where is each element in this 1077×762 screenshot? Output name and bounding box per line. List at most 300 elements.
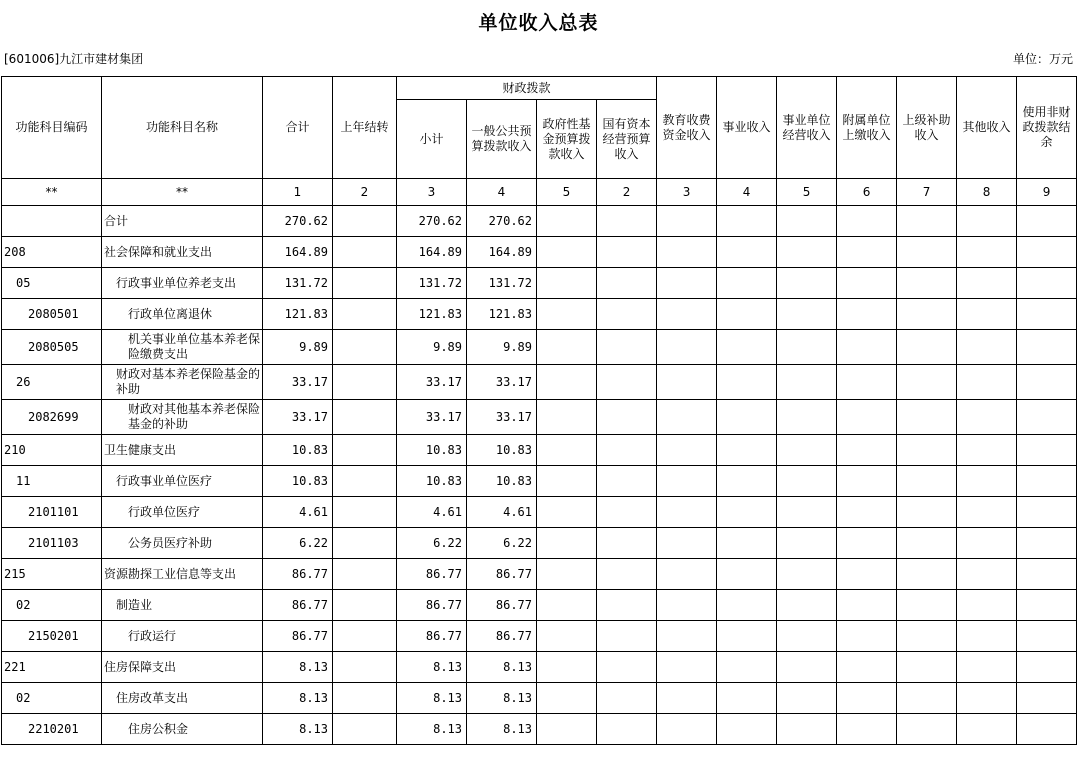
empty-cell xyxy=(1017,206,1077,237)
row-fiscal-subtotal: 33.17 xyxy=(397,365,467,400)
table-row xyxy=(2,528,1077,559)
empty-cell xyxy=(717,621,777,652)
empty-cell xyxy=(597,559,657,590)
empty-cell xyxy=(537,714,597,745)
empty-cell xyxy=(777,299,837,330)
empty-cell xyxy=(537,621,597,652)
empty-cell xyxy=(717,400,777,435)
empty-cell xyxy=(597,299,657,330)
row-total: 164.89 xyxy=(263,237,333,268)
row-fiscal-subtotal: 8.13 xyxy=(397,652,467,683)
row-total: 86.77 xyxy=(263,559,333,590)
empty-cell xyxy=(717,714,777,745)
empty-cell xyxy=(657,365,717,400)
row-total: 86.77 xyxy=(263,621,333,652)
empty-cell xyxy=(597,435,657,466)
header-code: 功能科目编码 xyxy=(2,77,102,179)
column-index-cell: 2 xyxy=(333,179,397,206)
column-index-cell: 3 xyxy=(657,179,717,206)
row-fiscal-subtotal: 86.77 xyxy=(397,621,467,652)
row-code: 208 xyxy=(2,237,102,268)
table-row xyxy=(2,683,1077,714)
row-code: 215 xyxy=(2,559,102,590)
empty-cell xyxy=(837,237,897,268)
row-total: 8.13 xyxy=(263,652,333,683)
row-total: 6.22 xyxy=(263,528,333,559)
empty-cell xyxy=(537,435,597,466)
empty-cell xyxy=(837,652,897,683)
empty-cell xyxy=(777,559,837,590)
row-general-budget: 8.13 xyxy=(467,652,537,683)
empty-cell xyxy=(777,497,837,528)
empty-cell xyxy=(957,466,1017,497)
row-carryover xyxy=(333,466,397,497)
empty-cell xyxy=(837,528,897,559)
row-carryover xyxy=(333,365,397,400)
header-fiscal-group: 财政拨款 xyxy=(397,77,657,100)
empty-cell xyxy=(1017,466,1077,497)
column-index-cell: 1 xyxy=(263,179,333,206)
column-index-cell: 5 xyxy=(537,179,597,206)
row-fiscal-subtotal: 270.62 xyxy=(397,206,467,237)
table-row xyxy=(2,466,1077,497)
empty-cell xyxy=(1017,400,1077,435)
row-code: 221 xyxy=(2,652,102,683)
row-code: 2082699 xyxy=(2,400,102,435)
row-fiscal-subtotal: 6.22 xyxy=(397,528,467,559)
unit-label: 单位：万元 xyxy=(1012,52,1073,66)
row-fiscal-subtotal: 86.77 xyxy=(397,590,467,621)
row-general-budget: 131.72 xyxy=(467,268,537,299)
row-total: 131.72 xyxy=(263,268,333,299)
empty-cell xyxy=(897,435,957,466)
header-non-fiscal-balance: 使用非财政拨款结余 xyxy=(1017,77,1077,179)
empty-cell xyxy=(657,299,717,330)
column-index-row xyxy=(2,179,1077,206)
empty-cell xyxy=(657,330,717,365)
row-name: 公务员医疗补助 xyxy=(102,528,263,559)
empty-cell xyxy=(717,206,777,237)
header-subsidiary: 附属单位上缴收入 xyxy=(837,77,897,179)
empty-cell xyxy=(657,652,717,683)
row-name: 行政事业单位医疗 xyxy=(102,466,263,497)
row-code: 2101101 xyxy=(2,497,102,528)
row-fiscal-subtotal: 4.61 xyxy=(397,497,467,528)
header-business-operating: 事业单位经营收入 xyxy=(777,77,837,179)
empty-cell xyxy=(717,466,777,497)
table-row xyxy=(2,652,1077,683)
empty-cell xyxy=(657,268,717,299)
row-code: 2210201 xyxy=(2,714,102,745)
row-total: 86.77 xyxy=(263,590,333,621)
empty-cell xyxy=(657,466,717,497)
column-index-cell: 4 xyxy=(717,179,777,206)
row-name: 卫生健康支出 xyxy=(102,435,263,466)
empty-cell xyxy=(597,466,657,497)
empty-cell xyxy=(837,559,897,590)
table-row xyxy=(2,621,1077,652)
empty-cell xyxy=(777,330,837,365)
empty-cell xyxy=(837,268,897,299)
empty-cell xyxy=(777,466,837,497)
empty-cell xyxy=(717,528,777,559)
empty-cell xyxy=(837,683,897,714)
row-general-budget: 164.89 xyxy=(467,237,537,268)
column-index-cell: 7 xyxy=(897,179,957,206)
row-carryover xyxy=(333,497,397,528)
header-state-capital: 国有资本经营预算收入 xyxy=(597,100,657,179)
empty-cell xyxy=(957,714,1017,745)
empty-cell xyxy=(957,268,1017,299)
empty-cell xyxy=(837,497,897,528)
empty-cell xyxy=(537,528,597,559)
header-education-fee: 教育收费资金收入 xyxy=(657,77,717,179)
row-name: 住房保障支出 xyxy=(102,652,263,683)
row-general-budget: 10.83 xyxy=(467,466,537,497)
empty-cell xyxy=(777,621,837,652)
empty-cell xyxy=(537,268,597,299)
empty-cell xyxy=(957,330,1017,365)
empty-cell xyxy=(957,590,1017,621)
row-fiscal-subtotal: 33.17 xyxy=(397,400,467,435)
row-general-budget: 6.22 xyxy=(467,528,537,559)
empty-cell xyxy=(777,237,837,268)
row-carryover xyxy=(333,714,397,745)
header-carryover: 上年结转 xyxy=(333,77,397,179)
row-code xyxy=(2,206,102,237)
empty-cell xyxy=(897,590,957,621)
row-total: 33.17 xyxy=(263,365,333,400)
empty-cell xyxy=(897,268,957,299)
row-total: 33.17 xyxy=(263,400,333,435)
row-name: 制造业 xyxy=(102,590,263,621)
row-carryover xyxy=(333,299,397,330)
empty-cell xyxy=(957,206,1017,237)
empty-cell xyxy=(1017,435,1077,466)
empty-cell xyxy=(897,714,957,745)
empty-cell xyxy=(1017,652,1077,683)
header-name: 功能科目名称 xyxy=(102,77,263,179)
row-general-budget: 121.83 xyxy=(467,299,537,330)
empty-cell xyxy=(537,590,597,621)
empty-cell xyxy=(597,528,657,559)
empty-cell xyxy=(597,497,657,528)
row-total: 121.83 xyxy=(263,299,333,330)
header-other-income: 其他收入 xyxy=(957,77,1017,179)
table-row xyxy=(2,330,1077,365)
row-carryover xyxy=(333,528,397,559)
row-carryover xyxy=(333,268,397,299)
row-carryover xyxy=(333,400,397,435)
empty-cell xyxy=(897,365,957,400)
row-code: 02 xyxy=(2,590,102,621)
row-fiscal-subtotal: 164.89 xyxy=(397,237,467,268)
header-business-income: 事业收入 xyxy=(717,77,777,179)
row-code: 2150201 xyxy=(2,621,102,652)
empty-cell xyxy=(837,299,897,330)
empty-cell xyxy=(657,237,717,268)
table-row xyxy=(2,497,1077,528)
empty-cell xyxy=(957,652,1017,683)
empty-cell xyxy=(717,652,777,683)
empty-cell xyxy=(777,400,837,435)
empty-cell xyxy=(957,365,1017,400)
row-fiscal-subtotal: 10.83 xyxy=(397,435,467,466)
empty-cell xyxy=(597,621,657,652)
row-fiscal-subtotal: 10.83 xyxy=(397,466,467,497)
row-total: 9.89 xyxy=(263,330,333,365)
empty-cell xyxy=(717,435,777,466)
empty-cell xyxy=(837,400,897,435)
empty-cell xyxy=(957,683,1017,714)
row-total: 10.83 xyxy=(263,466,333,497)
header-general-budget: 一般公共预算拨款收入 xyxy=(467,100,537,179)
column-index-cell: 3 xyxy=(397,179,467,206)
empty-cell xyxy=(597,400,657,435)
empty-cell xyxy=(1017,237,1077,268)
empty-cell xyxy=(717,237,777,268)
column-index-cell: ** xyxy=(2,179,102,206)
empty-cell xyxy=(717,330,777,365)
row-name: 机关事业单位基本养老保险缴费支出 xyxy=(102,330,263,365)
row-general-budget: 86.77 xyxy=(467,621,537,652)
row-general-budget: 86.77 xyxy=(467,559,537,590)
empty-cell xyxy=(957,400,1017,435)
row-code: 11 xyxy=(2,466,102,497)
table-row xyxy=(2,400,1077,435)
row-general-budget: 10.83 xyxy=(467,435,537,466)
row-carryover xyxy=(333,652,397,683)
empty-cell xyxy=(537,466,597,497)
header-superior-subsidy: 上级补助收入 xyxy=(897,77,957,179)
empty-cell xyxy=(657,528,717,559)
header-total: 合计 xyxy=(263,77,333,179)
row-carryover xyxy=(333,621,397,652)
empty-cell xyxy=(537,237,597,268)
empty-cell xyxy=(1017,268,1077,299)
row-name: 住房公积金 xyxy=(102,714,263,745)
row-general-budget: 86.77 xyxy=(467,590,537,621)
column-index-cell: 5 xyxy=(777,179,837,206)
empty-cell xyxy=(537,497,597,528)
empty-cell xyxy=(1017,559,1077,590)
table-row xyxy=(2,299,1077,330)
row-name: 住房改革支出 xyxy=(102,683,263,714)
empty-cell xyxy=(717,559,777,590)
empty-cell xyxy=(837,466,897,497)
column-index-cell: ** xyxy=(102,179,263,206)
row-fiscal-subtotal: 8.13 xyxy=(397,714,467,745)
empty-cell xyxy=(777,365,837,400)
empty-cell xyxy=(837,435,897,466)
row-fiscal-subtotal: 9.89 xyxy=(397,330,467,365)
empty-cell xyxy=(897,466,957,497)
empty-cell xyxy=(837,206,897,237)
empty-cell xyxy=(897,206,957,237)
empty-cell xyxy=(657,590,717,621)
row-code: 05 xyxy=(2,268,102,299)
row-code: 2080501 xyxy=(2,299,102,330)
header-gov-fund: 政府性基金预算拨款收入 xyxy=(537,100,597,179)
empty-cell xyxy=(1017,683,1077,714)
empty-cell xyxy=(537,400,597,435)
row-fiscal-subtotal: 131.72 xyxy=(397,268,467,299)
row-total: 270.62 xyxy=(263,206,333,237)
row-carryover xyxy=(333,559,397,590)
row-code: 2101103 xyxy=(2,528,102,559)
table-row xyxy=(2,590,1077,621)
column-index-cell: 9 xyxy=(1017,179,1077,206)
row-name: 行政单位离退休 xyxy=(102,299,263,330)
empty-cell xyxy=(597,652,657,683)
empty-cell xyxy=(657,435,717,466)
empty-cell xyxy=(777,714,837,745)
row-general-budget: 8.13 xyxy=(467,683,537,714)
row-name: 财政对其他基本养老保险基金的补助 xyxy=(102,400,263,435)
column-index-cell: 4 xyxy=(467,179,537,206)
empty-cell xyxy=(837,714,897,745)
empty-cell xyxy=(537,299,597,330)
empty-cell xyxy=(537,330,597,365)
row-fiscal-subtotal: 8.13 xyxy=(397,683,467,714)
header-fiscal-subtotal: 小计 xyxy=(397,100,467,179)
row-name: 行政运行 xyxy=(102,621,263,652)
column-index-cell: 8 xyxy=(957,179,1017,206)
row-total: 8.13 xyxy=(263,683,333,714)
table-row xyxy=(2,237,1077,268)
empty-cell xyxy=(897,559,957,590)
empty-cell xyxy=(777,435,837,466)
empty-cell xyxy=(717,299,777,330)
empty-cell xyxy=(537,365,597,400)
empty-cell xyxy=(957,435,1017,466)
empty-cell xyxy=(537,652,597,683)
row-code: 2080505 xyxy=(2,330,102,365)
empty-cell xyxy=(897,683,957,714)
empty-cell xyxy=(1017,621,1077,652)
table-body xyxy=(2,206,1077,745)
row-fiscal-subtotal: 86.77 xyxy=(397,559,467,590)
empty-cell xyxy=(777,590,837,621)
empty-cell xyxy=(957,237,1017,268)
row-fiscal-subtotal: 121.83 xyxy=(397,299,467,330)
empty-cell xyxy=(597,237,657,268)
empty-cell xyxy=(837,621,897,652)
empty-cell xyxy=(597,206,657,237)
empty-cell xyxy=(837,365,897,400)
empty-cell xyxy=(1017,365,1077,400)
empty-cell xyxy=(897,528,957,559)
empty-cell xyxy=(897,299,957,330)
income-summary-table xyxy=(1,76,1077,745)
row-carryover xyxy=(333,435,397,466)
empty-cell xyxy=(897,652,957,683)
empty-cell xyxy=(597,330,657,365)
column-index-cell: 2 xyxy=(597,179,657,206)
row-code: 26 xyxy=(2,365,102,400)
row-code: 02 xyxy=(2,683,102,714)
empty-cell xyxy=(597,590,657,621)
row-carryover xyxy=(333,237,397,268)
empty-cell xyxy=(537,683,597,714)
empty-cell xyxy=(657,400,717,435)
empty-cell xyxy=(837,330,897,365)
row-carryover xyxy=(333,330,397,365)
row-total: 4.61 xyxy=(263,497,333,528)
empty-cell xyxy=(1017,497,1077,528)
row-general-budget: 8.13 xyxy=(467,714,537,745)
empty-cell xyxy=(777,206,837,237)
organization-label: [601006]九江市建材集团 xyxy=(4,52,144,66)
empty-cell xyxy=(897,237,957,268)
empty-cell xyxy=(777,528,837,559)
row-carryover xyxy=(333,206,397,237)
empty-cell xyxy=(1017,590,1077,621)
empty-cell xyxy=(717,683,777,714)
row-name: 合计 xyxy=(102,206,263,237)
table-row xyxy=(2,268,1077,299)
empty-cell xyxy=(717,365,777,400)
table-row xyxy=(2,206,1077,237)
table-row xyxy=(2,559,1077,590)
empty-cell xyxy=(897,400,957,435)
row-total: 10.83 xyxy=(263,435,333,466)
row-general-budget: 33.17 xyxy=(467,400,537,435)
page-title: 单位收入总表 xyxy=(478,12,599,34)
empty-cell xyxy=(597,683,657,714)
empty-cell xyxy=(717,497,777,528)
empty-cell xyxy=(657,621,717,652)
empty-cell xyxy=(597,365,657,400)
row-code: 210 xyxy=(2,435,102,466)
column-index-cell: 6 xyxy=(837,179,897,206)
empty-cell xyxy=(657,714,717,745)
table-row xyxy=(2,714,1077,745)
row-general-budget: 9.89 xyxy=(467,330,537,365)
empty-cell xyxy=(897,621,957,652)
empty-cell xyxy=(717,268,777,299)
empty-cell xyxy=(957,528,1017,559)
empty-cell xyxy=(657,497,717,528)
empty-cell xyxy=(657,683,717,714)
row-name: 行政单位医疗 xyxy=(102,497,263,528)
empty-cell xyxy=(597,714,657,745)
empty-cell xyxy=(1017,528,1077,559)
empty-cell xyxy=(657,559,717,590)
row-carryover xyxy=(333,590,397,621)
empty-cell xyxy=(537,206,597,237)
empty-cell xyxy=(1017,299,1077,330)
row-general-budget: 4.61 xyxy=(467,497,537,528)
empty-cell xyxy=(1017,330,1077,365)
empty-cell xyxy=(717,590,777,621)
empty-cell xyxy=(777,652,837,683)
empty-cell xyxy=(957,559,1017,590)
empty-cell xyxy=(957,299,1017,330)
empty-cell xyxy=(837,590,897,621)
empty-cell xyxy=(1017,714,1077,745)
row-total: 8.13 xyxy=(263,714,333,745)
empty-cell xyxy=(897,497,957,528)
row-name: 社会保障和就业支出 xyxy=(102,237,263,268)
empty-cell xyxy=(777,268,837,299)
empty-cell xyxy=(957,621,1017,652)
empty-cell xyxy=(777,683,837,714)
table-row xyxy=(2,365,1077,400)
empty-cell xyxy=(597,268,657,299)
row-name: 财政对基本养老保险基金的补助 xyxy=(102,365,263,400)
row-name: 行政事业单位养老支出 xyxy=(102,268,263,299)
